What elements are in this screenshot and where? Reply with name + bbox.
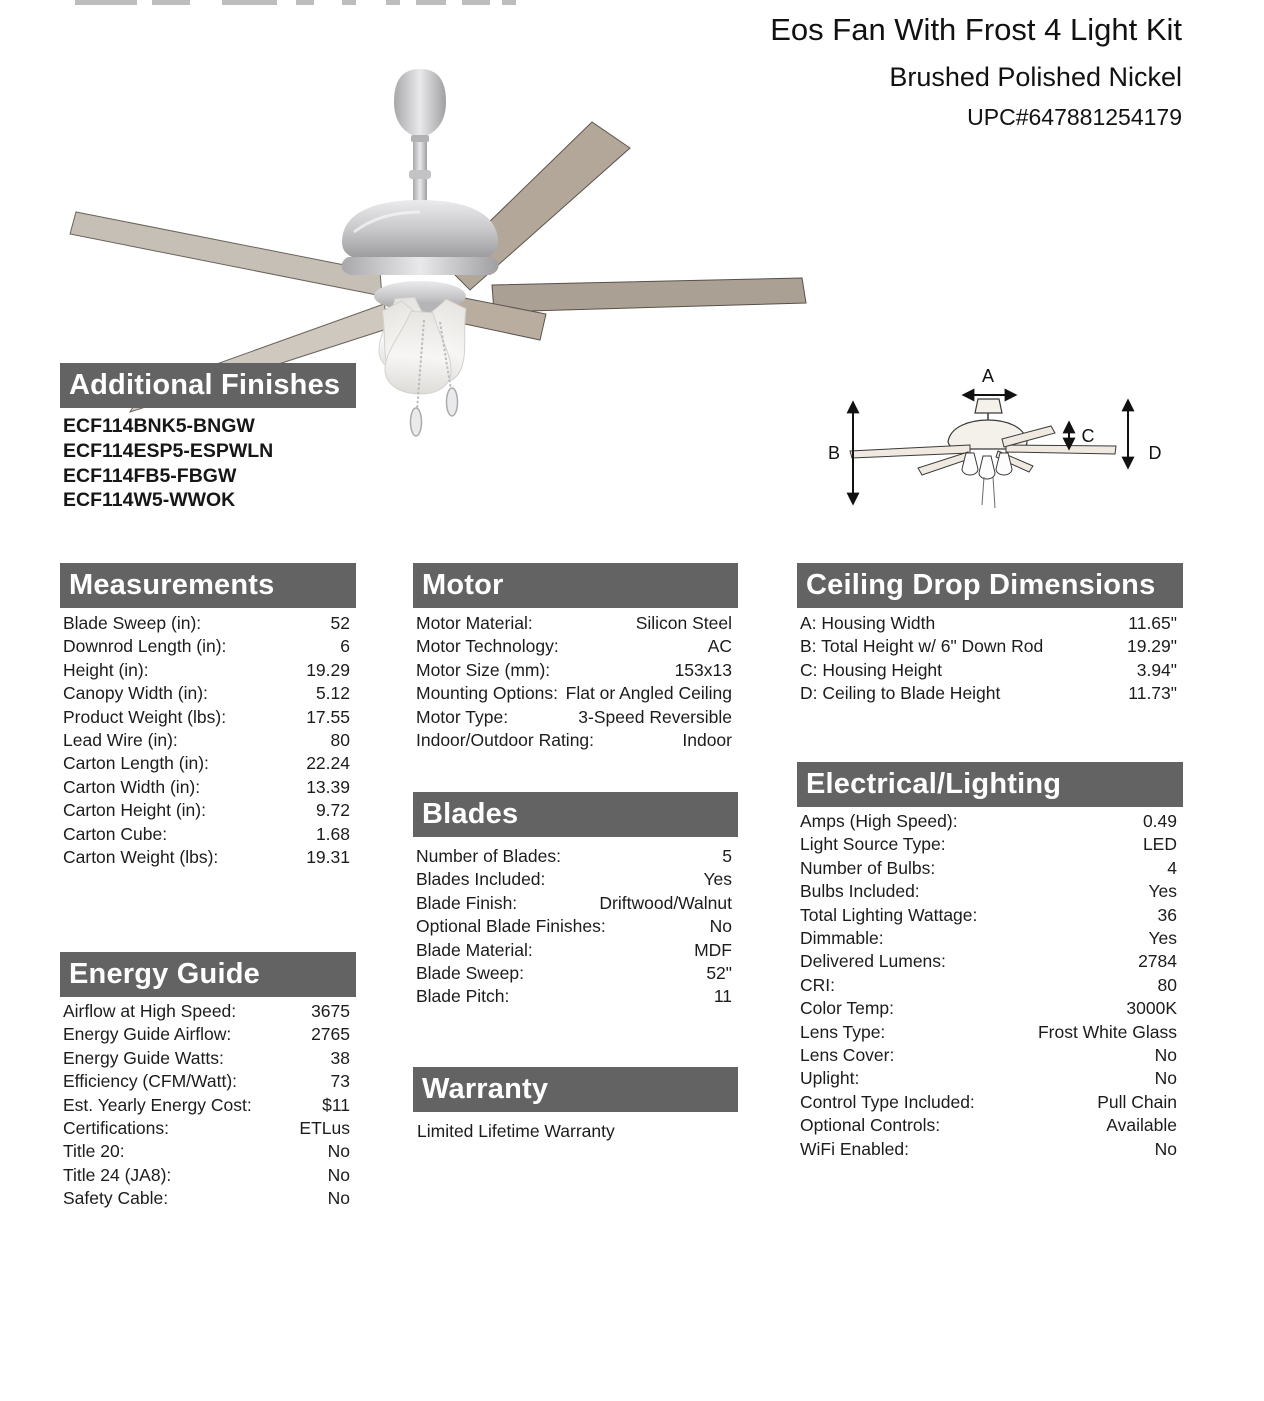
section-motor: [413, 563, 738, 752]
spec-value: 73: [330, 1071, 350, 1092]
spec-label: Optional Controls:: [800, 1115, 941, 1136]
section-warranty: [413, 1067, 738, 1142]
spec-row: [413, 729, 738, 752]
dim-label-b: B: [827, 443, 841, 463]
spec-value: No: [709, 916, 732, 937]
spec-value: Pull Chain: [1097, 1091, 1177, 1112]
spec-label: Dimmable:: [800, 928, 884, 949]
finish-name: Brushed Polished Nickel: [889, 62, 1182, 92]
spec-row: [60, 846, 356, 869]
spec-value: 38: [330, 1047, 350, 1068]
spec-label: Efficiency (CFM/Watt):: [63, 1071, 238, 1092]
spec-row: [60, 1117, 356, 1140]
spec-value: 5.12: [315, 683, 350, 704]
spec-label: B: Total Height w/ 6" Down Rod: [800, 636, 1044, 657]
spec-rows: [413, 845, 738, 1009]
section-heading: Energy Guide: [60, 952, 356, 997]
section-heading: Measurements: [60, 563, 356, 608]
spec-label: Est. Yearly Energy Cost:: [63, 1094, 252, 1115]
spec-label: Number of Blades:: [416, 846, 561, 866]
spec-value: Available: [1106, 1115, 1177, 1136]
spec-value: No: [1154, 1138, 1177, 1159]
spec-row: [60, 799, 356, 822]
spec-label: C: Housing Height: [800, 659, 943, 680]
spec-label: Motor Type:: [416, 706, 509, 727]
spec-row: [60, 1070, 356, 1093]
spec-value: 13.39: [306, 776, 350, 797]
spec-label: Indoor/Outdoor Rating:: [416, 730, 595, 751]
spec-label: Number of Bulbs:: [800, 857, 936, 878]
dim-label-d: D: [1148, 443, 1162, 463]
spec-label: Light Source Type:: [800, 834, 946, 855]
spec-value: 11: [713, 986, 732, 1007]
spec-row: [797, 1021, 1183, 1044]
spec-label: Blade Material:: [416, 939, 533, 960]
spec-row: [797, 612, 1183, 635]
spec-label: Energy Guide Watts:: [63, 1047, 224, 1068]
spec-value: 2784: [1138, 951, 1177, 972]
spec-row: [60, 1094, 356, 1117]
spec-label: WiFi Enabled:: [800, 1138, 909, 1159]
title-block: [770, 8, 1182, 132]
spec-label: Blades Included:: [416, 869, 546, 890]
spec-value: No: [1154, 1068, 1177, 1089]
spec-label: Mounting Options:: [416, 683, 559, 704]
spec-value: Frost White Glass: [1037, 1021, 1177, 1042]
spec-rows: [797, 612, 1183, 706]
spec-rows: [60, 612, 356, 869]
spec-value: 5: [722, 846, 732, 866]
spec-value: 9.72: [315, 800, 350, 821]
section-heading: Warranty: [413, 1067, 738, 1112]
spec-label: Motor Material:: [416, 613, 533, 633]
spec-label: Canopy Width (in):: [63, 683, 208, 704]
spec-row: [60, 1000, 356, 1023]
spec-label: Blade Sweep (in):: [63, 613, 202, 633]
spec-value: 0.49: [1142, 811, 1177, 831]
spec-label: Lens Cover:: [800, 1045, 895, 1066]
spec-label: Carton Height (in):: [63, 800, 206, 821]
spec-value: 19.29: [306, 659, 350, 680]
spec-value: 3675: [311, 1001, 350, 1021]
section-energy-guide: [60, 952, 356, 1211]
spec-label: Amps (High Speed):: [800, 811, 958, 831]
spec-label: Title 24 (JA8):: [63, 1164, 172, 1185]
spec-value: 3000K: [1126, 998, 1177, 1019]
spec-row: [413, 868, 738, 891]
spec-row: [413, 659, 738, 682]
spec-row: [797, 833, 1183, 856]
spec-row: [60, 659, 356, 682]
section-measurements: [60, 563, 356, 869]
spec-label: CRI:: [800, 974, 835, 995]
spec-value: 80: [330, 730, 350, 751]
section-additional-finishes: [60, 363, 356, 513]
spec-row: [797, 682, 1183, 705]
spec-row: [413, 682, 738, 705]
spec-value: $11: [322, 1094, 350, 1115]
spec-value: No: [327, 1141, 350, 1162]
spec-row: [60, 1187, 356, 1210]
dimension-diagram: [820, 355, 1240, 530]
spec-label: Energy Guide Airflow:: [63, 1024, 232, 1045]
section-ceiling-drop-dimensions: [797, 563, 1183, 706]
spec-row: [60, 612, 356, 635]
spec-label: A: Housing Width: [800, 613, 936, 633]
spec-row: [413, 706, 738, 729]
dim-label-a: A: [981, 366, 995, 386]
spec-row: [413, 635, 738, 658]
spec-value: Driftwood/Walnut: [599, 892, 732, 913]
section-heading: Ceiling Drop Dimensions: [797, 563, 1183, 608]
spec-value: 22.24: [306, 753, 350, 774]
spec-value: Yes: [1148, 928, 1177, 949]
spec-label: Motor Technology:: [416, 636, 559, 657]
spec-label: Blade Pitch:: [416, 986, 510, 1007]
spec-label: Delivered Lumens:: [800, 951, 946, 972]
finish-model-number: ECF114BNK5-BNGW: [63, 415, 255, 437]
spec-label: Height (in):: [63, 659, 149, 680]
spec-row: [413, 892, 738, 915]
spec-value: 2765: [311, 1024, 350, 1045]
section-blades: [413, 792, 738, 1009]
section-heading: Blades: [413, 792, 738, 837]
spec-row: [413, 939, 738, 962]
spec-label: Blade Finish:: [416, 892, 518, 913]
spec-rows: [60, 1000, 356, 1211]
spec-label: Carton Length (in):: [63, 753, 209, 774]
spec-label: D: Ceiling to Blade Height: [800, 683, 1001, 704]
spec-label: Control Type Included:: [800, 1091, 975, 1112]
spec-row: [797, 1138, 1183, 1161]
spec-value: Flat or Angled Ceiling: [565, 683, 732, 704]
upc-code: UPC#647881254179: [967, 104, 1182, 130]
spec-row: [413, 962, 738, 985]
spec-row: [797, 927, 1183, 950]
spec-row: [413, 612, 738, 635]
finish-model-number: ECF114W5-WWOK: [63, 489, 236, 512]
spec-row: [60, 706, 356, 729]
spec-value: Indoor: [682, 730, 732, 751]
spec-row: [797, 974, 1183, 997]
spec-label: Carton Width (in):: [63, 776, 201, 797]
spec-label: Lead Wire (in):: [63, 730, 178, 751]
spec-label: Safety Cable:: [63, 1188, 169, 1209]
spec-row: [797, 659, 1183, 682]
spec-row: [797, 1067, 1183, 1090]
spec-value: AC: [707, 636, 732, 657]
spec-value: 11.73": [1128, 683, 1177, 704]
spec-value: 52: [330, 613, 350, 633]
spec-value: Yes: [703, 869, 732, 890]
finish-list: [60, 414, 356, 513]
section-heading: Motor: [413, 563, 738, 608]
section-electrical-lighting: [797, 762, 1183, 1161]
spec-row: [797, 1114, 1183, 1137]
spec-value: 36: [1157, 904, 1177, 925]
spec-rows: [413, 612, 738, 752]
spec-row: [60, 729, 356, 752]
page-title: Eos Fan With Frost 4 Light Kit: [770, 12, 1182, 47]
spec-row: [797, 1044, 1183, 1067]
spec-rows: [797, 810, 1183, 1161]
section-heading: Additional Finishes: [60, 363, 356, 408]
spec-label: Downrod Length (in):: [63, 636, 227, 657]
warranty-text: Limited Lifetime Warranty: [417, 1121, 615, 1141]
spec-label: Lens Type:: [800, 1021, 886, 1042]
spec-row: [60, 682, 356, 705]
dim-label-c: C: [1081, 426, 1095, 446]
spec-row: [797, 904, 1183, 927]
spec-value: LED: [1142, 834, 1177, 855]
spec-value: 19.29": [1126, 636, 1177, 657]
spec-row: [797, 950, 1183, 973]
spec-row: [60, 635, 356, 658]
spec-row: [797, 880, 1183, 903]
finish-model-number: ECF114ESP5-ESPWLN: [63, 439, 274, 462]
section-heading: Electrical/Lighting: [797, 762, 1183, 807]
spec-row: [60, 823, 356, 846]
spec-row: [60, 752, 356, 775]
spec-value: No: [327, 1188, 350, 1209]
finish-model-number: ECF114FB5-FBGW: [63, 464, 237, 487]
spec-label: Title 20:: [63, 1141, 125, 1162]
spec-value: 80: [1157, 974, 1177, 995]
spec-row: [60, 1023, 356, 1046]
spec-value: 52": [706, 963, 732, 984]
spec-label: Product Weight (lbs):: [63, 706, 227, 727]
spec-value: Silicon Steel: [635, 613, 732, 633]
spec-value: No: [1154, 1045, 1177, 1066]
spec-value: 3-Speed Reversible: [578, 706, 732, 727]
spec-label: Airflow at High Speed:: [63, 1001, 237, 1021]
spec-value: 11.65": [1128, 613, 1177, 633]
spec-row: [797, 1091, 1183, 1114]
spec-row: [797, 810, 1183, 833]
spec-value: 153x13: [674, 659, 732, 680]
spec-row: [797, 635, 1183, 658]
spec-row: [60, 1164, 356, 1187]
spec-row: [60, 1140, 356, 1163]
spec-value: 1.68: [315, 823, 350, 844]
spec-label: Uplight:: [800, 1068, 860, 1089]
spec-label: Total Lighting Wattage:: [800, 904, 978, 925]
spec-value: 17.55: [306, 706, 350, 727]
spec-value: Yes: [1148, 881, 1177, 902]
spec-value: ETLus: [299, 1118, 350, 1139]
spec-value: MDF: [694, 939, 732, 960]
spec-label: Carton Cube:: [63, 823, 168, 844]
spec-value: 6: [340, 636, 350, 657]
spec-row: [60, 776, 356, 799]
spec-label: Color Temp:: [800, 998, 895, 1019]
spec-label: Carton Weight (lbs):: [63, 847, 219, 868]
spec-label: Motor Size (mm):: [416, 659, 551, 680]
spec-value: 19.31: [306, 847, 350, 868]
spec-label: Optional Blade Finishes:: [416, 916, 606, 937]
spec-row: [413, 985, 738, 1008]
spec-value: No: [327, 1164, 350, 1185]
spec-row: [797, 997, 1183, 1020]
spec-row: [413, 845, 738, 868]
spec-row: [60, 1047, 356, 1070]
spec-label: Blade Sweep:: [416, 963, 524, 984]
spec-label: Certifications:: [63, 1118, 170, 1139]
spec-row: [413, 915, 738, 938]
spec-value: 4: [1167, 857, 1177, 878]
spec-row: [797, 857, 1183, 880]
spec-label: Bulbs Included:: [800, 881, 920, 902]
spec-value: 3.94": [1136, 659, 1177, 680]
